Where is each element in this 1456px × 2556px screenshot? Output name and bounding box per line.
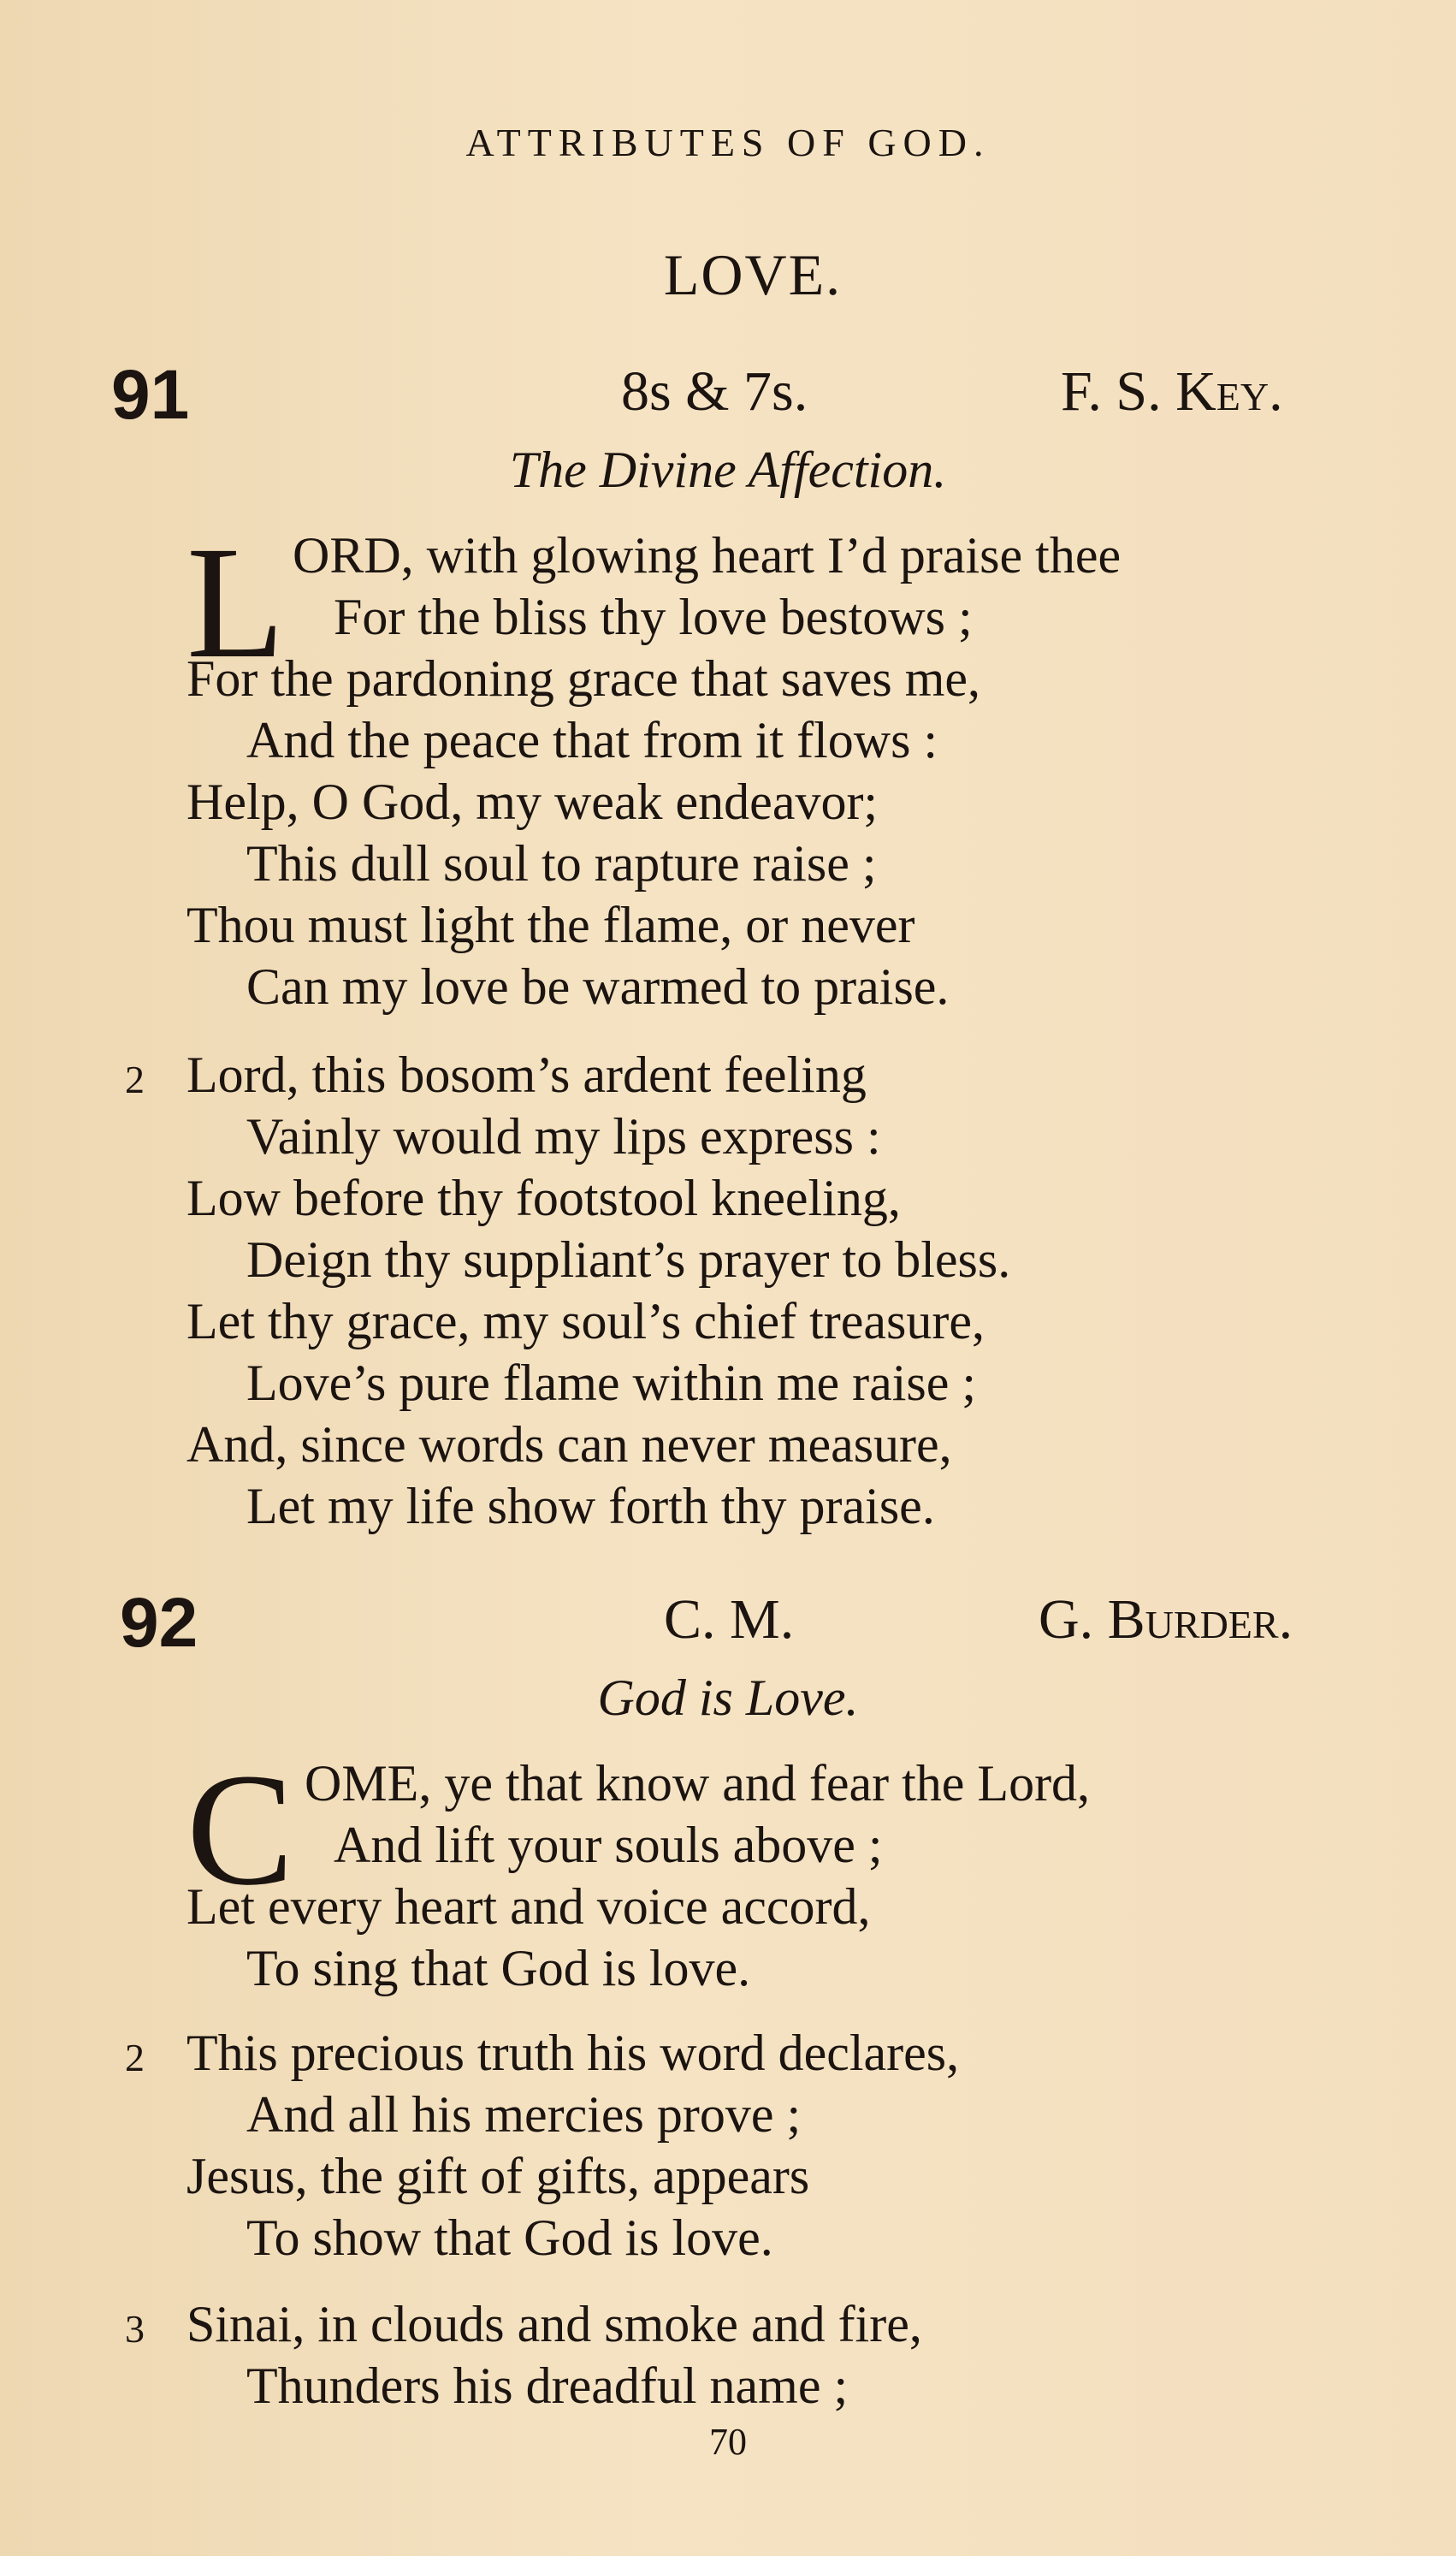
verse-line: OME, ye that know and fear the Lord, [305,1755,1091,1812]
verse-line: This precious truth his word declares, [186,2025,960,2081]
verse-line: Thunders his dreadful name ; [246,2357,849,2414]
verse-line: And the peace that from it flows : [246,712,938,768]
hymn-number: 91 [111,356,190,434]
running-head: ATTRIBUTES OF GOD. [465,121,991,164]
stanza-number: 2 [125,2036,145,2079]
verse-line: Deign thy suppliant’s prayer to bless. [246,1231,1011,1288]
hymn-subtitle: The Divine Affection. [509,442,947,498]
verse-line: Jesus, the gift of gifts, appears [186,2148,810,2204]
stanza-number: 3 [125,2307,145,2351]
verse-line: Let my life show forth thy praise. [246,1478,935,1534]
verse-line: For the bliss thy love bestows ; [334,589,973,645]
page-number: 70 [709,2421,747,2463]
verse-line: And lift your souls above ; [334,1817,883,1873]
verse-line: This dull soul to rapture raise ; [246,835,877,892]
verse-line: Sinai, in clouds and smoke and fire, [186,2296,922,2352]
hymn-author: G. Burder. [1039,1588,1293,1651]
verse-line: Let thy grace, my soul’s chief treasure, [186,1293,985,1349]
drop-cap: L [186,513,285,691]
verse-line: Low before thy footstool kneeling, [186,1170,901,1226]
verse-line: For the pardoning grace that saves me, [186,650,981,707]
hymn-subtitle: God is Love. [597,1669,859,1726]
hymn-number: 92 [120,1584,198,1662]
verse-line: And, since words can never measure, [186,1416,952,1473]
verse-line: Vainly would my lips express : [246,1108,881,1165]
section-title: LOVE. [663,242,843,307]
verse-line: To show that God is love. [246,2209,773,2266]
verse-line: ORD, with glowing heart I’d praise thee [293,527,1122,584]
verse-line: Can my love be warmed to praise. [246,958,950,1015]
hymn-meter: 8s & 7s. [621,360,808,423]
verse-line: Thou must light the flame, or never [186,897,915,953]
drop-cap: C [186,1740,294,1918]
verse-line: To sing that God is love. [246,1940,751,1996]
hymn-author: F. S. Key. [1061,360,1283,423]
verse-line: Help, O God, my weak endeavor; [186,774,879,830]
verse-line: Lord, this bosom’s ardent feeling [186,1047,867,1103]
verse-line: Love’s pure flame within me raise ; [246,1355,977,1411]
verse-line: Let every heart and voice accord, [186,1878,871,1935]
hymn-meter: C. M. [664,1588,795,1651]
stanza-number: 2 [125,1058,145,1101]
verse-line: And all his mercies prove ; [246,2086,802,2143]
